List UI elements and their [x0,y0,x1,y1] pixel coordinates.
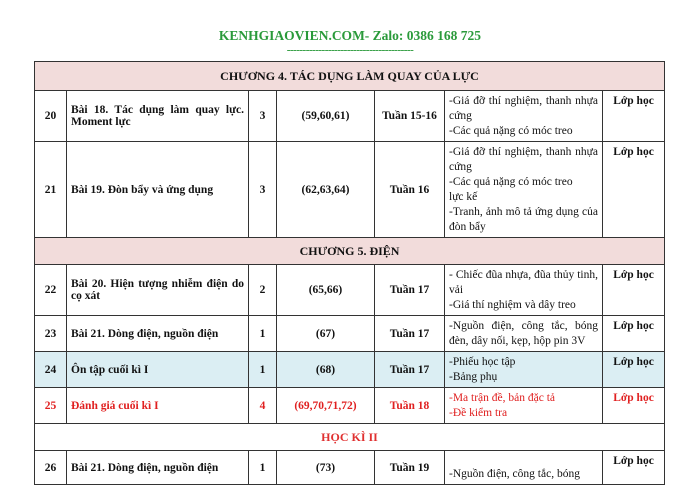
period-count: 3 [249,142,277,238]
equipment-item: -Giá đỡ thí nghiệm, thanh nhựa cứng [449,146,598,173]
lesson-name: Bài 21. Dòng điện, nguồn điện [67,451,249,485]
lesson-name: Bài 19. Đòn bẩy và ứng dụng [67,142,249,238]
period-numbers: (59,60,61) [277,91,375,142]
period-numbers: (68) [277,352,375,388]
table-row [35,388,665,424]
location: Lớp học [603,265,665,316]
semester-row [35,424,665,451]
period-numbers: (69,70,71,72) [277,388,375,424]
row-number: 22 [35,265,67,316]
equipment-item: -Phiếu học tập [449,356,516,368]
equipment-cell [445,142,603,238]
header-divider: ---------------------------------------- [286,44,414,56]
equipment-item: -Bảng phụ [449,371,498,383]
equipment-item: -Các quả nặng có móc treo [449,176,573,188]
equipment-cell [445,352,603,388]
row-number: 20 [35,91,67,142]
equipment-cell [445,265,603,316]
table-row [35,142,665,238]
equipment-cell [445,451,603,485]
chapter-row [35,238,665,265]
period-count: 3 [249,91,277,142]
period-count: 1 [249,451,277,485]
equipment-item: -Ma trận đề, bản đặc tả [449,392,556,404]
week: Tuần 18 [375,388,445,424]
equipment-item: lực kế [449,191,478,203]
week: Tuần 15-16 [375,91,445,142]
equipment-item: -Giá thí nghiệm và dây treo [449,299,576,311]
chapter-row [35,62,665,91]
equipment-item: -Giá đỡ thí nghiệm, thanh nhựa cứng [449,95,598,122]
row-number: 25 [35,388,67,424]
period-count: 1 [249,352,277,388]
lesson-name: Bài 21. Dòng điện, nguồn điện [67,316,249,352]
lesson-name: Đánh giá cuối kì I [67,388,249,424]
semester-title: HỌC KÌ II [35,424,665,451]
location: Lớp học [603,316,665,352]
table-row [35,352,665,388]
equipment-item: - Chiếc đũa nhựa, đũa thủy tinh, vải [449,269,598,296]
lesson-name: Bài 18. Tác dụng làm quay lực. Moment lực [67,91,249,142]
table-row [35,316,665,352]
lesson-name: Ôn tập cuối kì I [67,352,249,388]
table-row [35,91,665,142]
period-numbers: (62,63,64) [277,142,375,238]
location: Lớp học [603,388,665,424]
row-number: 24 [35,352,67,388]
equipment-cell [445,388,603,424]
location: Lớp học [603,142,665,238]
row-number: 21 [35,142,67,238]
week: Tuần 17 [375,352,445,388]
equipment-item: -Tranh, ảnh mô tả ứng dụng của đòn bẩy [449,206,598,233]
row-number: 26 [35,451,67,485]
location: Lớp học [603,91,665,142]
equipment-item: -Đề kiểm tra [449,407,508,419]
week: Tuần 19 [375,451,445,485]
week: Tuần 17 [375,316,445,352]
week: Tuần 16 [375,142,445,238]
lesson-plan-table [34,61,665,485]
table-row [35,265,665,316]
equipment-item: -Các quả nặng có móc treo [449,125,573,137]
period-numbers: (65,66) [277,265,375,316]
equipment-item: -Nguồn điện, công tắc, bóng [449,468,580,480]
period-count: 2 [249,265,277,316]
period-count: 1 [249,316,277,352]
table-row [35,451,665,485]
period-numbers: (73) [277,451,375,485]
site-header: KENHGIAOVIEN.COM- Zalo: 0386 168 725 [218,28,482,43]
period-count: 4 [249,388,277,424]
equipment-cell [445,316,603,352]
location: Lớp học [603,352,665,388]
equipment-cell [445,91,603,142]
lesson-name: Bài 20. Hiện tượng nhiễm điện do cọ xát [67,265,249,316]
chapter-title: CHƯƠNG 4. TÁC DỤNG LÀM QUAY CỦA LỰC [35,62,665,91]
row-number: 23 [35,316,67,352]
week: Tuần 17 [375,265,445,316]
location: Lớp học [603,451,665,485]
period-numbers: (67) [277,316,375,352]
chapter-title: CHƯƠNG 5. ĐIỆN [35,238,665,265]
equipment-item: -Nguồn điện, công tắc, bóng đèn, dây nối, kẹp, hộp pin 3V [449,320,598,347]
